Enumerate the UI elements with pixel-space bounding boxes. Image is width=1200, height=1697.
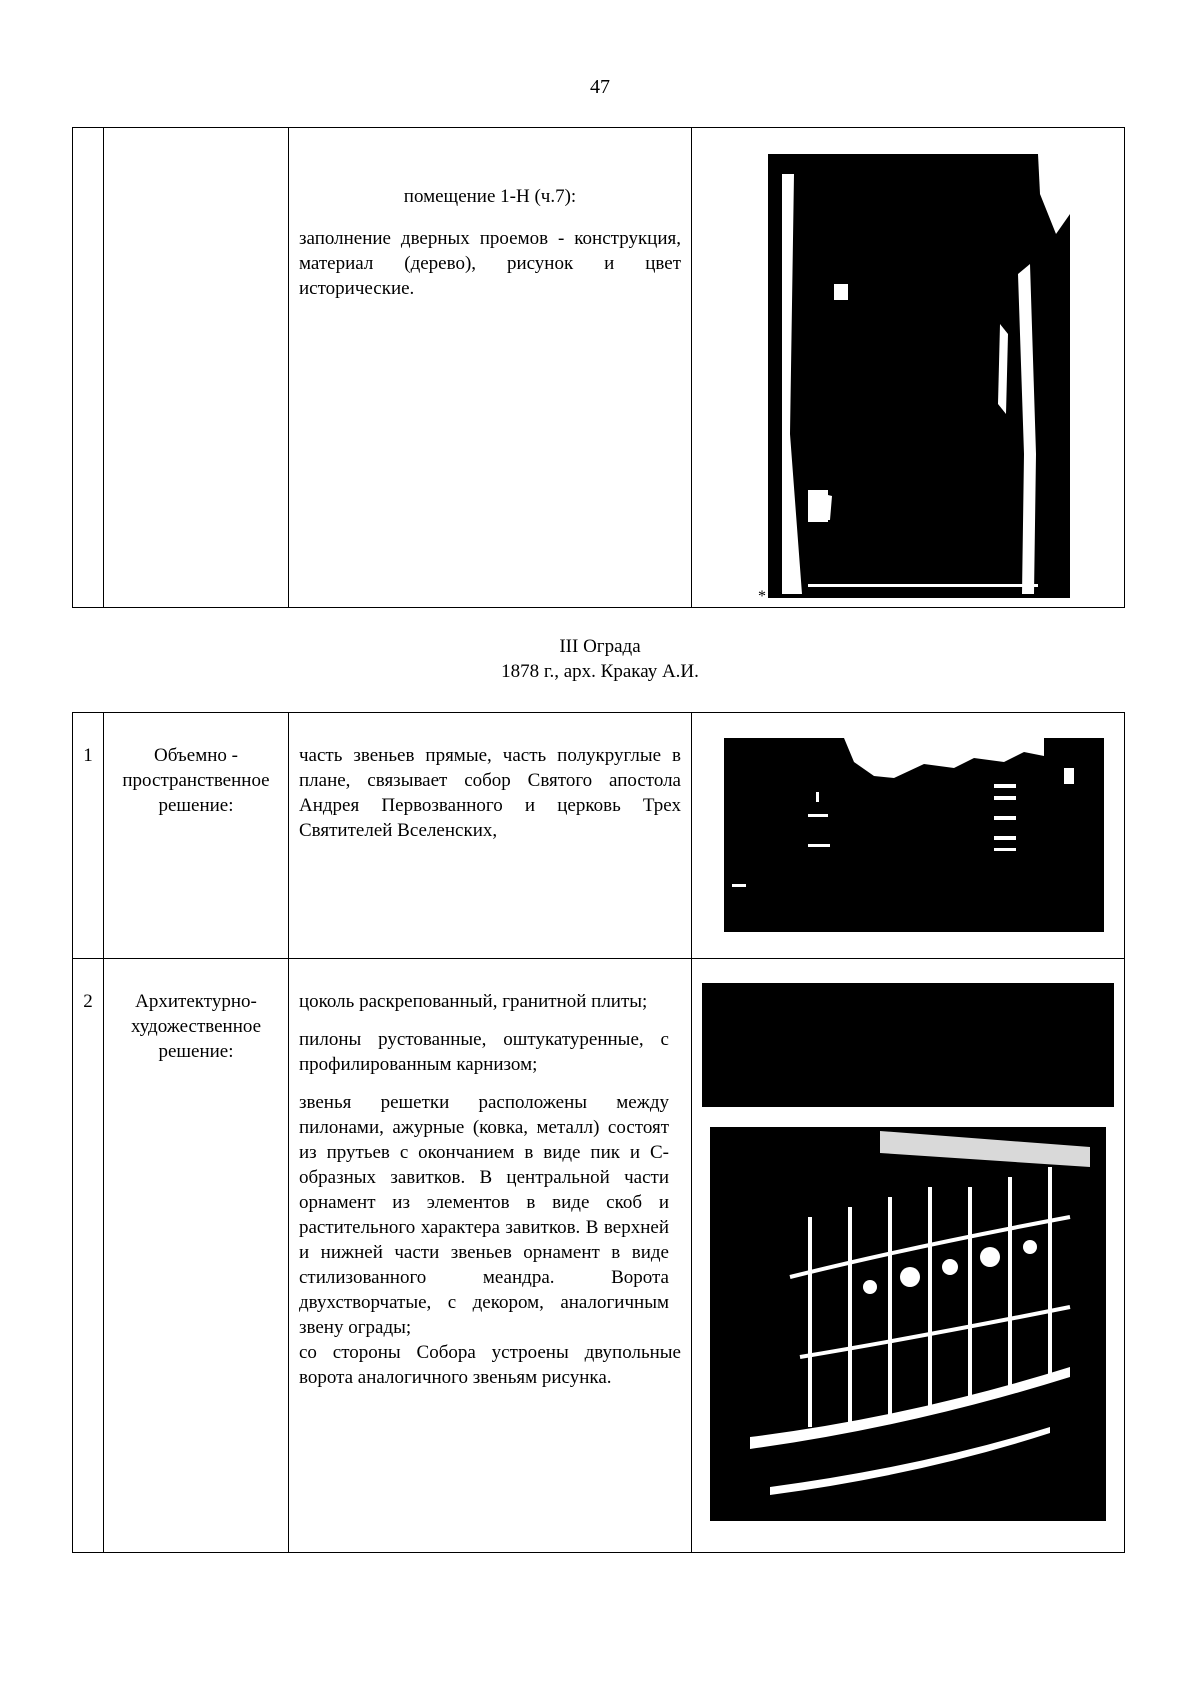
table-fence <box>72 712 1125 1553</box>
page-number: 47 <box>590 76 610 98</box>
table-continuation <box>72 127 1125 608</box>
fence-top-photo <box>702 983 1114 1107</box>
row-number: 1 <box>83 745 93 766</box>
cell-photo <box>692 959 1125 1553</box>
cell-name <box>104 959 289 1553</box>
section-heading <box>0 634 1200 684</box>
fence-overview-image <box>724 738 1104 932</box>
name-line: Архитектурно- <box>135 991 257 1012</box>
description-paragraph: пилоны рустованные, оштукатуренные, с профилированным карнизом; <box>299 1029 669 1075</box>
name-line: Объемно - <box>154 745 238 766</box>
fence-overview-photo <box>724 738 1104 932</box>
section-subtitle: 1878 г., арх. Кракау А.И. <box>501 661 699 682</box>
name-line: художественное <box>130 1016 262 1037</box>
fence-detail-photo <box>710 1127 1106 1521</box>
name-line: решение: <box>158 795 234 816</box>
door-photo <box>768 154 1070 598</box>
description-paragraph: цоколь раскрепованный, гранитной плиты; <box>299 991 648 1012</box>
cell-number-empty <box>73 128 104 608</box>
room-subheading: помещение 1-Н (ч.7): <box>403 186 577 207</box>
photo-mark: * <box>758 588 766 605</box>
description-text: заполнение дверных проемов - конструкция, материал (дерево), рисунок и цвет исторические. <box>299 228 681 299</box>
fence-detail-image <box>710 1127 1106 1521</box>
cell-description <box>289 128 692 608</box>
description-paragraph: со стороны Собора устроены двупольные ворота аналогичного звеньям рисунка. <box>299 1342 681 1388</box>
cell-description <box>289 959 692 1553</box>
table-row <box>73 128 1125 608</box>
cell-name-empty <box>104 128 289 608</box>
door-photo-image <box>768 154 1070 598</box>
cell-description <box>289 713 692 959</box>
description-paragraph: звенья решетки расположены между пилонами, ажурные (ковка, металл) состоят из прутьев с окончанием в виде пик и С-образных завитков. В центральной части орнамент из элементов в виде скоб и растительного характера завитков. В верхней и нижней части звеньев орнамент в виде стилизованного меандра. Ворота двухстворчатые, с декором, аналогичным звену ограды; <box>299 1092 669 1338</box>
table-row <box>73 713 1125 959</box>
cell-name <box>104 713 289 959</box>
description-paragraph: часть звеньев прямые, часть полукруглые в плане, связывает собор Святого апостола Андрея Первозванного и церковь Трех Святителей Вселенских, <box>299 745 681 841</box>
name-line: решение: <box>158 1041 234 1062</box>
name-line: пространственное <box>122 770 270 791</box>
section-title: III Ограда <box>559 636 641 657</box>
cell-photo <box>692 713 1125 959</box>
cell-number <box>73 713 104 959</box>
table-row <box>73 959 1125 1553</box>
cell-number <box>73 959 104 1553</box>
cell-photo <box>692 128 1125 608</box>
row-number: 2 <box>83 991 93 1012</box>
